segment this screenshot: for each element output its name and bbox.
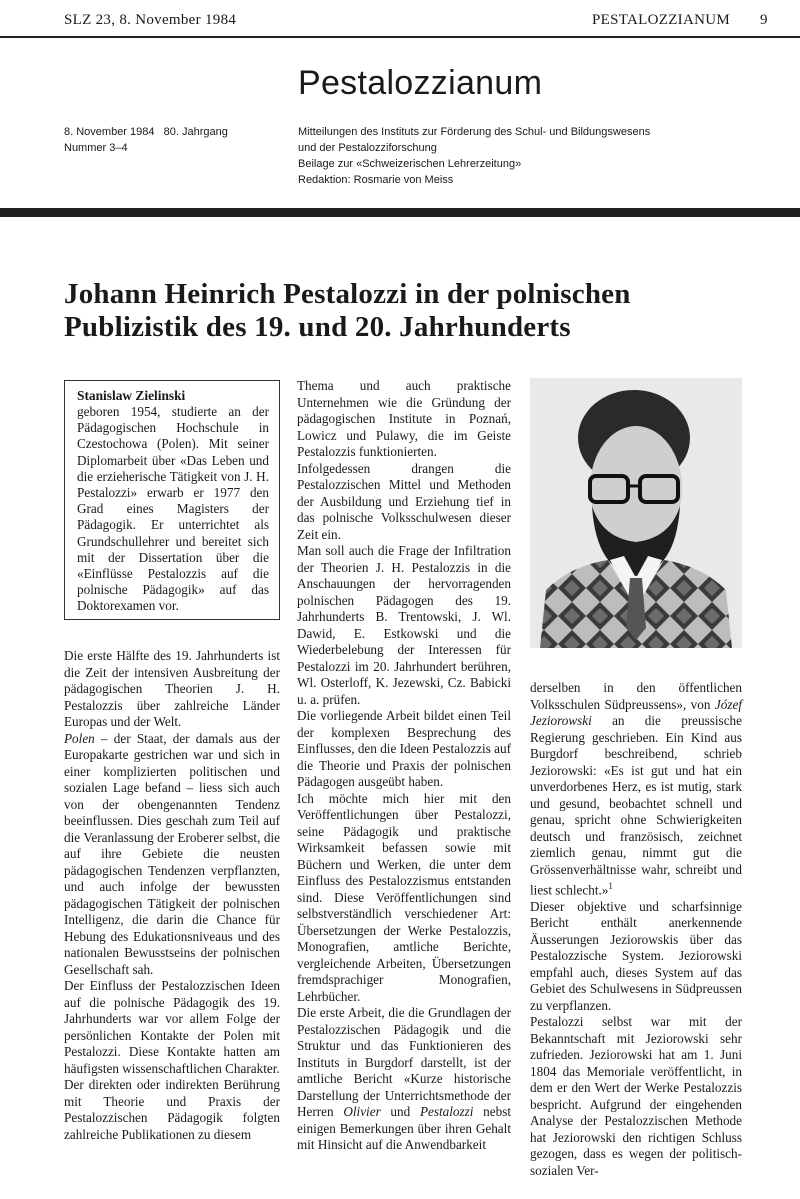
author-bio-box <box>64 380 280 620</box>
masthead-info-line: und der Pestalozziforschung <box>298 142 437 154</box>
masthead-rule <box>0 208 800 217</box>
paragraph: Der Einfluss der Pestalozzischen Ideen auf die polnische Pädagogik des 19. Jahrhunderts war vor allem Folge der persönlichen Kontakte der Polen mit Pestalozzi. Diese Kontakte hatten am häufigsten wissenschaftlichen Charakter. <box>64 978 280 1076</box>
paragraph: Dieser objektive und scharfsinnige Bericht enthält anerkennende Äusserungen Jeziorowskis über das Pestalozzische System. Jeziorowski empfahl auch, dieses System auf das Gebiet des Schulwesens in Südpreussen zu verpflanzen. <box>530 898 742 1013</box>
emphasis: Polen <box>64 730 95 746</box>
paragraph-text: und <box>380 1104 420 1119</box>
paragraph <box>297 1005 511 1154</box>
article-headline <box>64 278 754 344</box>
paragraph: Der direkten oder indirekten Berührung mit Theorie und Praxis der Pestalozzischen Pädagogik folgten zahlreiche Publikationen zu diesem <box>64 1077 280 1142</box>
author-name: Stanislaw Zielinski <box>77 388 186 403</box>
paragraph <box>530 680 742 899</box>
masthead-info-line: Beilage zur «Schweizerischen Lehrerzeitung» <box>298 158 522 170</box>
paragraph: Thema und auch praktische Unternehmen wie die Gründung der pädagogischen Institute in Poznań, Lowicz und Pulawy, die im Geiste Pestalozzis funktionierten. <box>297 378 511 459</box>
running-header-left: SLZ 23, 8. November 1984 <box>64 12 237 28</box>
emphasis: Olivier <box>343 1104 381 1119</box>
masthead-title: Pestalozzianum <box>298 64 543 102</box>
article-column-3 <box>530 680 742 1179</box>
header-rule <box>0 36 800 38</box>
author-photo <box>530 378 742 648</box>
masthead-info <box>298 124 738 188</box>
paragraph-text: – der Staat, der damals aus der Europakarte gestrichen war und sich in einer komplizierten politischen und sozialen Lage befand – liess sich auch von der obengenannten Tendenz beeinflussen. Dies geschah zum Teil auf die Veranlassung der Eroberer selbst, die auf ihre Gebiete die neusten pädagogischen Tendenzen verpflanzten, und auch infolge der bewussten pädagogischen Tätigkeit der polnischen Intelligenz, die darin die Chance für Hebung des Edukationsniveaus und des nationalen Bewusstseins der polnischen Gesellschaft sah. <box>64 730 280 977</box>
paragraph: Ich möchte mich hier mit den Veröffentlichungen über Pestalozzi, seine Pädagogik und praktische Wirksamkeit befassen sowie mit Büchern und Werken, die unter dem Einfluss des Pestalozzismus entstanden sind. Diese Veröffentlichungen sind selbstverständlich verschiedener Art: Übersetzungen der Werke Pestalozzis, Monografien, amtliche Berichte, vergleichende Arbeiten, Übersetzungen fremdsprachiger Monografien, Lehrbücher. <box>297 790 511 1004</box>
paragraph: Die vorliegende Arbeit bildet einen Teil der komplexen Besprechung des Einflusses, den die Ideen Pestalozzis auf die Theorie und Praxis der polnischen Pädagogen ausgeübt haben. <box>297 708 511 789</box>
emphasis: Józef Jeziorowski <box>530 696 742 728</box>
paragraph-text: derselben in den öffentlichen Volksschulen Südpreussens», von <box>530 680 742 712</box>
headline-line: Johann Heinrich Pestalozzi in der polnischen <box>64 278 631 310</box>
masthead-info-line: Redaktion: Rosmarie von Meiss <box>298 174 454 186</box>
issue-info <box>64 124 284 156</box>
portrait-illustration <box>530 378 742 648</box>
paragraph <box>64 731 280 979</box>
issue-date: 8. November 1984 <box>64 126 155 138</box>
paragraph: Infolgedessen drangen die Pestalozzischen Mittel und Methoden der Ausbildung und Erziehung tief in das polnische Volksschulwesen dieser Zeit ein. <box>297 460 511 542</box>
footnote-marker: 1 <box>608 881 613 891</box>
page-number: 9 <box>760 12 768 28</box>
running-header-right: PESTALOZZIANUM <box>592 12 730 28</box>
volume: 80. Jahrgang <box>163 126 228 138</box>
paragraph: Die erste Hälfte des 19. Jahrhunderts ist die Zeit der intensiven Ausbreitung der pädagogischen Theorien J. H. Pestalozzis über zahlreiche Länder Europas und der Welt. <box>64 648 280 729</box>
masthead-info-line: Mitteilungen des Instituts zur Förderung des Schul- und Bildungswesens <box>298 126 651 138</box>
author-bio: geboren 1954, studierte an der Pädagogischen Hochschule in Czestochowa (Polen). Mit seiner Diplomarbeit über «Das Leben und die erzieherische Tätigkeit von J. H. Pestalozzi» erwarb er 1977 den Grad eines Magisters der Pädagogik. Er unterrichtet als Grundschullehrer und bereitet sich mit der Dissertation über die «Einflüsse Pestalozzis auf die polnische Pädagogik» auf das Doktorexamen vor. <box>77 404 269 614</box>
article-column-2 <box>297 378 511 1154</box>
paragraph-text: an die preussische Regierung geschrieben. Ein Kind aus Burgdorf beschreibend, schrieb Jeziorowski: «Es ist gut und hat ein unverdorbenes Herz, es ist mutig, stark und gesund, beobachtet schnell und genau, spricht ohne Schwierigkeiten deutsch und französisch, zeichnet ziemlich genau, nimmt gut die Grössenverhältnisse wahr, schreibt und liest schlecht.» <box>530 713 742 898</box>
paragraph-text: nebst einigen Bemerkungen über ihren Gehalt mit Hinsicht auf die Anwendbarkeit <box>297 1104 512 1152</box>
headline-line: Publizistik des 19. und 20. Jahrhunderts <box>64 311 571 343</box>
issue-number: Nummer 3–4 <box>64 142 128 154</box>
article-column-1 <box>64 648 280 1143</box>
emphasis: Pestalozzi <box>419 1104 474 1119</box>
paragraph-text: Die erste Arbeit, die die Grundlagen der Pestalozzischen Pädagogik und die Struktur und das Funktionieren des Instituts in Burgdorf darstellt, ist der amtliche Bericht «Kurze historische Darstellung der Unterrichtsmethode der Herren <box>297 1005 511 1119</box>
paragraph: Man soll auch die Frage der Infiltration der Theorien J. H. Pestalozzis in die Anschauungen der hervorragenden polnischen Pädagogen des 19. Jahrhunderts B. Trentowski, J. Wl. Dawid, E. Estkowski und die Wiederbelebung der Interessen für Pestalozzi im 20. Jahrhundert berühren, Wl. Osterloff, K. Jezewski, Cz. Babicki u. a. prüfen. <box>297 543 511 707</box>
paragraph: Pestalozzi selbst war mit der Bekanntschaft mit Jeziorowski sehr zufrieden. Jeziorowski hat am 1. Juni 1804 das Memoriale veröffentlicht, in dem er den Wert der Werke Pestalozzis bespricht. Aufgrund der eingehenden Analyse der Pestalozzischen Methode hat Jeziorowski den richtigen Schluss gezogen, dass es wegen der politisch-sozialen Ver- <box>530 1014 742 1178</box>
